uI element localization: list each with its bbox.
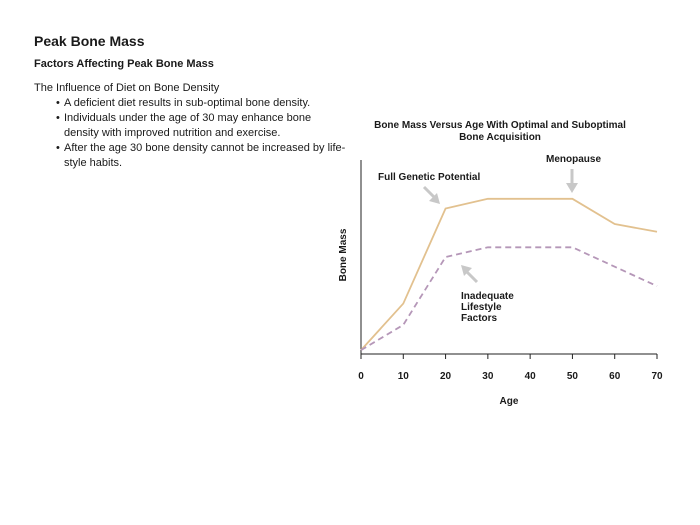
arrow-inadequate-icon (461, 265, 477, 282)
x-tick-label: 70 (651, 371, 663, 382)
chart-title-line-1: Bone Mass Versus Age With Optimal and Suboptimal (374, 120, 626, 131)
bullet-item: • A deficient diet results in sub-optimal bone density. (56, 96, 346, 111)
annotation-factors: Factors (461, 313, 498, 324)
x-tick-label: 60 (609, 371, 621, 382)
annotation-menopause: Menopause (546, 154, 602, 165)
page-title: Peak Bone Mass (34, 33, 145, 49)
bullet-item: • Individuals under the age of 30 may enhance bone density with improved nutrition and exercise. (56, 111, 346, 141)
series-layer (361, 199, 657, 350)
arrow-full-genetic-potential-icon (424, 187, 440, 204)
chart-title-line-2: Bone Acquisition (459, 132, 541, 143)
y-axis-label: Bone Mass (338, 228, 349, 282)
annotation-lifestyle: Lifestyle (461, 302, 502, 313)
annotation-inadequate: Inadequate (461, 291, 514, 302)
bullet-item: • After the age 30 bone density cannot be increased by life-style habits. (56, 141, 346, 171)
series-line-1 (361, 199, 657, 350)
x-tick-label: 50 (566, 371, 578, 382)
arrow-menopause-icon (566, 169, 578, 193)
x-ticks (358, 354, 663, 382)
section-title: Factors Affecting Peak Bone Mass (34, 58, 214, 70)
x-tick-label: 10 (397, 371, 409, 382)
x-axis-label: Age (499, 396, 519, 407)
chart-title (374, 120, 626, 143)
intro-text: The Influence of Diet on Bone Density (34, 82, 220, 94)
annotation-full-genetic-potential: Full Genetic Potential (378, 172, 481, 183)
x-tick-label: 20 (440, 371, 452, 382)
x-tick-label: 40 (524, 371, 536, 382)
x-tick-label: 0 (358, 371, 364, 382)
annotations (378, 154, 601, 324)
x-tick-label: 30 (482, 371, 494, 382)
